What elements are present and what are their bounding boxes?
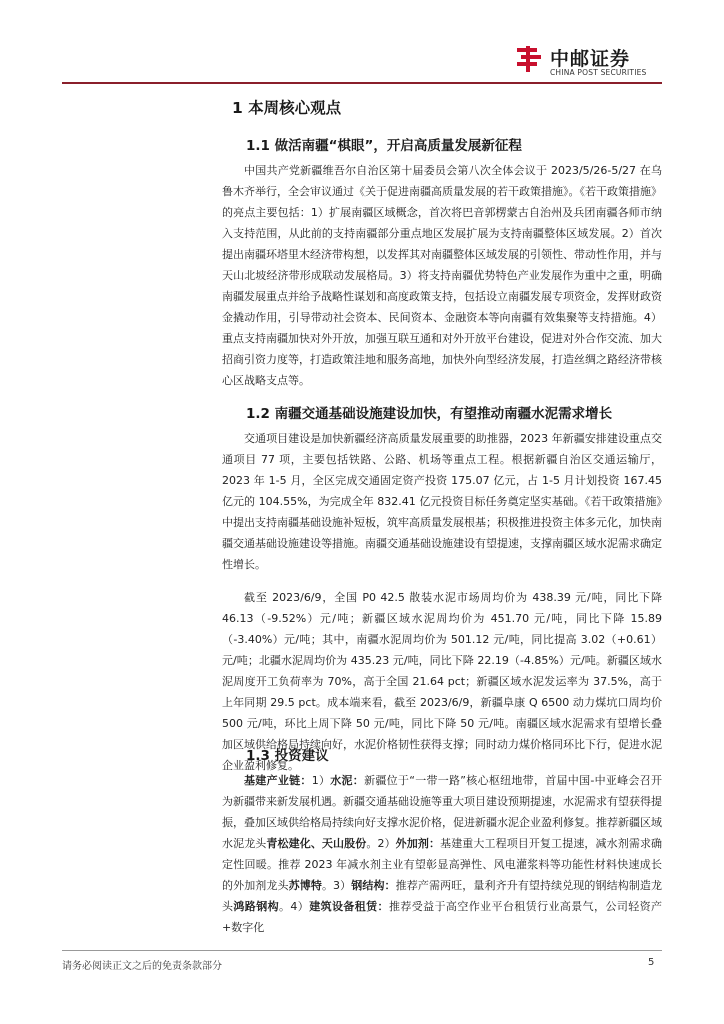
china-post-logo-icon [514, 44, 544, 74]
brand-logo [514, 44, 664, 80]
bold-label: 水泥： [330, 774, 365, 787]
stock-name: 鸿路钢构 [233, 900, 279, 913]
stock-name: 青松建化、天山股份 [266, 837, 367, 850]
bold-label: 基建产业链： [244, 774, 312, 787]
paragraph-1-2-a: 交通项目建设是加快新疆经济高质量发展重要的助推器，2023 年新疆安排建设重点交通项目 77 项，主要包括铁路、公路、机场等重点工程。根据新疆自治区交通运输厅，2023 年 1-5 月，全区完成交通固定资产投资 175.07 亿元，占 1-5 月计划投资 167.45 亿元的 104.55%，为完成全年 832.41 亿元投资目标任务奠定坚实基础。《若干政策措施》中提出支持南疆基础设施补短板，筑牢高质量发展根基；积极推进投资主体多元化，加快南疆交通基础设施建设等措施。南疆交通基础设施建设有望提速，支撑南疆区域水泥需求确定性增长。 [222, 432, 662, 571]
stock-name: 苏博特 [288, 879, 322, 892]
paragraph-1-3: 基建产业链：1）水泥：新疆位于“一带一路”核心枢纽地带，首届中国-中亚峰会召开为新疆带来新发展机遇。新疆交通基础设施等重大项目建设预期提速，水泥需求有望获得提振，叠加区域供给格局持续向好支撑水泥价格，促进新疆水泥企业盈利修复。推荐新疆区域水泥龙头青松建化、天山股份。2）外加剂：基建重大工程项目开复工提速，减水剂需求确定性回暖。推荐 2023 年减水剂主业有望彰显高弹性、风电灌浆料等功能性材料快速成长的外加剂龙头苏博特。3）钢结构：推荐产需两旺，量利齐升有望持续兑现的钢结构制造龙头鸿路钢构。4）建筑设备租赁：推荐受益于高空作业平台租赁行业高景气，公司轻资产+数字化 [222, 774, 663, 934]
subsection-title-1-3: 1.3 投资建议 [246, 748, 329, 764]
subsection-title-1-2: 1.2 南疆交通基础设施建设加快，有望推动南疆水泥需求增长 [246, 406, 613, 422]
header-divider [62, 82, 662, 84]
bold-label: 钢结构： [351, 879, 396, 892]
subsection-title-1-1: 1.1 做活南疆“棋眼”，开启高质量发展新征程 [246, 138, 522, 154]
brand-name-en: CHINA POST SECURITIES [550, 68, 647, 77]
paragraph-1-1: 中国共产党新疆维吾尔自治区第十届委员会第八次全体会议于 2023/5/26-5/27 在乌鲁木齐举行，全会审议通过《关于促进南疆高质量发展的若干政策措施》。《若干政策措施》的亮点主要包括：1）扩展南疆区域概念，首次将巴音郭楞蒙古自治州及兵团南疆各师市纳入支持范围，从此前的支持南疆部分重点地区发展扩展为支持南疆整体区域发展。2）首次提出南疆环塔里木经济带构想，以发挥其对南疆整体区域发展的引领性、带动性作用，并与天山北坡经济带形成联动发展格局。3）将支持南疆优势特色产业发展作为重中之重，明确南疆发展重点并给予战略性谋划和高度政策支持，包括设立南疆发展专项资金，发挥财政资金撬动作用，引导带动社会资本、民间资本、金融资本等向南疆有效集聚等支持措施。4）重点支持南疆加快对外开放，加强互联互通和对外开放平台建设，促进对外合作交流、加大招商引资力度等，打造政策洼地和服务高地，加快外向型经济发展，打造丝绸之路经济带核心区战略支点等。 [222, 164, 662, 387]
bold-label: 外加剂： [395, 837, 441, 850]
bold-label: 建筑设备租赁： [309, 900, 389, 913]
disclaimer-note: 请务必阅读正文之后的免责条款部分 [62, 961, 222, 972]
paragraph-1-2-b: 截至 2023/6/9，全国 P0 42.5 散装水泥市场周均价为 438.39 元/吨，同比下降 46.13（-9.52%）元/吨；新疆区域水泥周均价为 451.70 元/吨，同比下降 15.89（-3.40%）元/吨；其中，南疆水泥周均价为 501.12 元/吨，同比提高 3.02（+0.61）元/吨；北疆水泥周均价为 435.23 元/吨，同比下降 22.19（-4.85%）元/吨。新疆区域水泥周度开工负荷率为 70%，高于全国 21.64 pct；新疆区域水泥发运率为 37.5%，高于上年同期 29.5 pct。成本端来看，截至 2023/6/9，新疆阜康 Q 6500 动力煤坑口周均价 500 元/吨，环比上周下降 50 元/吨，同比下降 50 元/吨。南疆区域水泥需求有望增长叠加区域供给格局持续向好，水泥价格韧性获得支撑；同时动力煤价格同环比下行，促进水泥企业盈利修复。 [222, 591, 662, 772]
footer-divider [62, 950, 662, 951]
section-title: 1 本周核心观点 [232, 99, 342, 117]
page-header [0, 0, 724, 84]
page-number: 5 [648, 957, 655, 968]
brand-name-cn: 中邮证券 [550, 48, 631, 70]
